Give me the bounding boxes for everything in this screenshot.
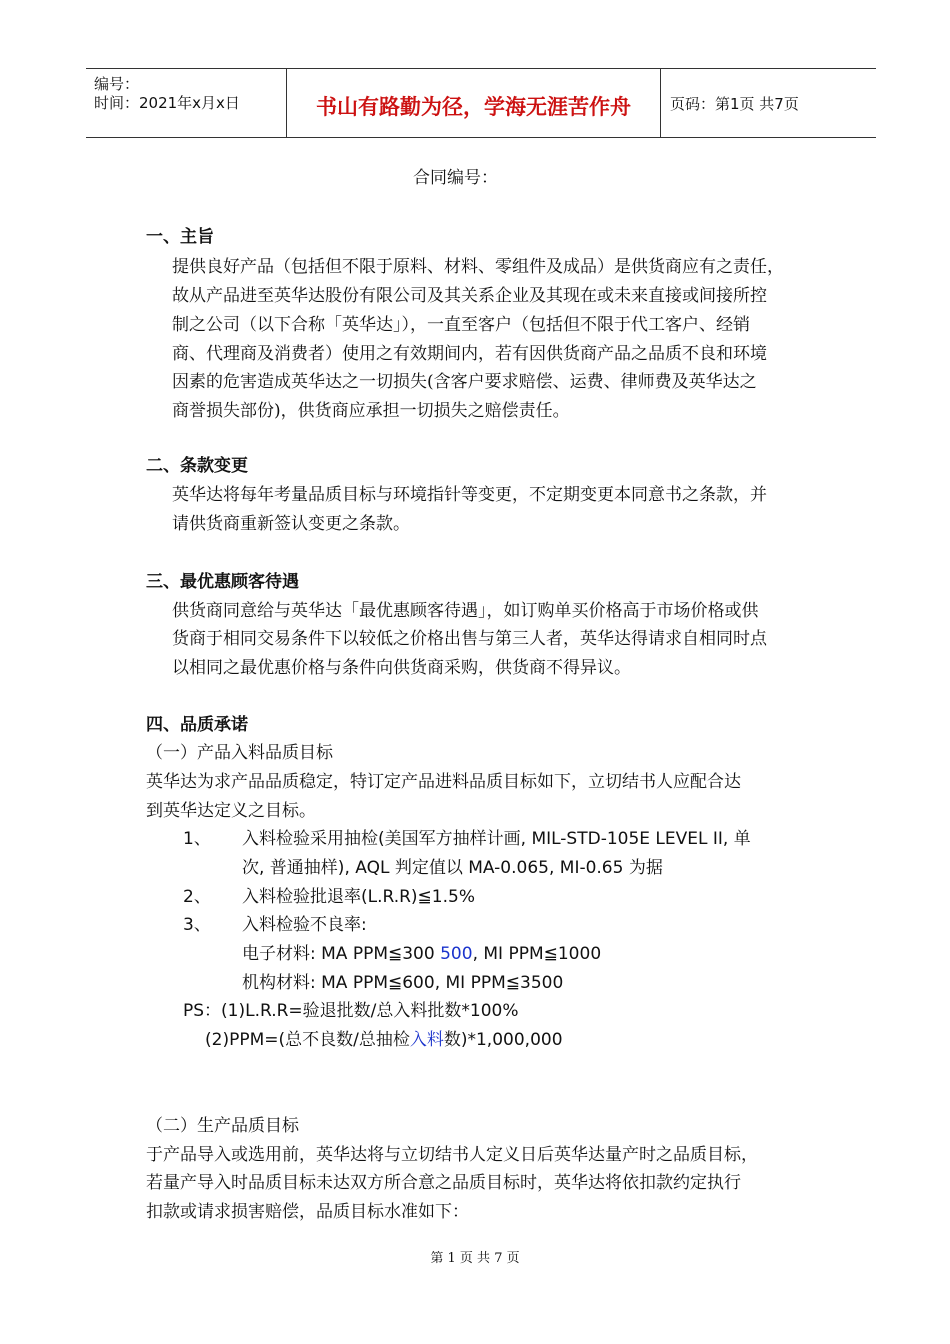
serial-label: 编号： [94, 75, 140, 93]
header-page-cell [660, 69, 876, 137]
list-item-text: 入料检验不良率: [242, 915, 367, 935]
page-footer: 第 1 页 共 7 页 [430, 1251, 520, 1266]
mechanical-material-line: 机构材料: MA PPM≦600, MI PPM≦3500 [242, 973, 564, 993]
list-number: 3、 [183, 915, 211, 935]
list-item-text: 入料检验批退率(L.R.R)≦1.5% [242, 887, 475, 907]
s4-intro-line: 英华达为求产品品质稳定，特订定产品进料品质目标如下，立切结书人应配合达 [146, 772, 741, 792]
contract-number: 合同编号： [413, 168, 498, 188]
header-table [86, 68, 876, 138]
s1-line: 商誉损失部份)，供货商应承担一切损失之赔偿责任。 [172, 401, 570, 421]
page-info: 页码：第1页 共7页 [670, 95, 799, 113]
electronic-pre: 电子材料: MA PPM≦300 [242, 944, 441, 964]
list-item-text: 次, 普通抽样), AQL 判定值以 MA-0.065, MI-0.65 为据 [242, 858, 663, 878]
s1-line: 商、代理商及消费者）使用之有效期间内，若有因供货商产品之品质不良和环境 [172, 344, 767, 364]
prod-line: 扣款或请求损害赔偿，品质目标水准如下： [146, 1202, 469, 1222]
date-label: 时间：2021年x月x日 [94, 94, 240, 112]
list-number: 2、 [183, 887, 211, 907]
ps2-pre: (2)PPM=(总不良数/总抽检 [205, 1030, 410, 1050]
header-motto-cell [286, 69, 661, 137]
motto: 书山有路勤为径，学海无涯苦作舟 [316, 95, 631, 119]
prod-line: 于产品导入或选用前，英华达将与立切结书人定义日后英华达量产时之品质目标， [146, 1145, 758, 1165]
s3-line: 以相同之最优惠价格与条件向供货商采购，供货商不得异议。 [172, 658, 631, 678]
section-1-title: 一、主旨 [146, 227, 214, 247]
section-4-title: 四、品质承诺 [146, 715, 248, 735]
ps2-post: 数)*1,000,000 [443, 1030, 563, 1050]
s2-line: 请供货商重新签认变更之条款。 [172, 514, 410, 534]
revised-value: 500 [440, 944, 473, 964]
s1-line: 制之公司（以下合称「英华达」），一直至客户（包括但不限于代工客户、经销 [172, 315, 750, 335]
prod-line: 若量产导入时品质目标未达双方所合意之品质目标时，英华达将依扣款约定执行 [146, 1173, 741, 1193]
header-left-cell [86, 69, 286, 137]
revised-word: 入料 [409, 1030, 444, 1050]
list-number: 1、 [183, 829, 211, 849]
electronic-material-line [242, 943, 601, 965]
section-3-title: 三、最优惠顾客待遇 [146, 572, 299, 592]
ps-note-1: PS：(1)L.R.R=验退批数/总入料批数*100% [183, 1001, 519, 1021]
subsection-incoming-title: （一）产品入料品质目标 [146, 743, 333, 763]
s2-line: 英华达将每年考量品质目标与环境指针等变更，不定期变更本同意书之条款，并 [172, 485, 767, 505]
s1-line: 提供良好产品（包括但不限于原料、材料、零组件及成品）是供货商应有之责任， [172, 257, 784, 277]
electronic-post: , MI PPM≦1000 [472, 944, 602, 964]
subsection-production-title: （二）生产品质目标 [146, 1116, 299, 1136]
s4-intro-line: 到英华达定义之目标。 [146, 801, 316, 821]
ps-note-2 [205, 1029, 563, 1051]
list-item-text: 入料检验采用抽检(美国军方抽样计画, MIL-STD-105E LEVEL II, 单 [242, 829, 751, 849]
section-2-title: 二、条款变更 [146, 456, 248, 476]
s1-line: 故从产品进至英华达股份有限公司及其关系企业及其现在或未来直接或间接所控 [172, 286, 767, 306]
s1-line: 因素的危害造成英华达之一切损失(含客户要求赔偿、运费、律师费及英华达之 [172, 372, 757, 392]
s3-line: 供货商同意给与英华达「最优惠顾客待遇」，如订购单买价格高于市场价格或供 [172, 601, 759, 621]
s3-line: 货商于相同交易条件下以较低之价格出售与第三人者，英华达得请求自相同时点 [172, 629, 767, 649]
